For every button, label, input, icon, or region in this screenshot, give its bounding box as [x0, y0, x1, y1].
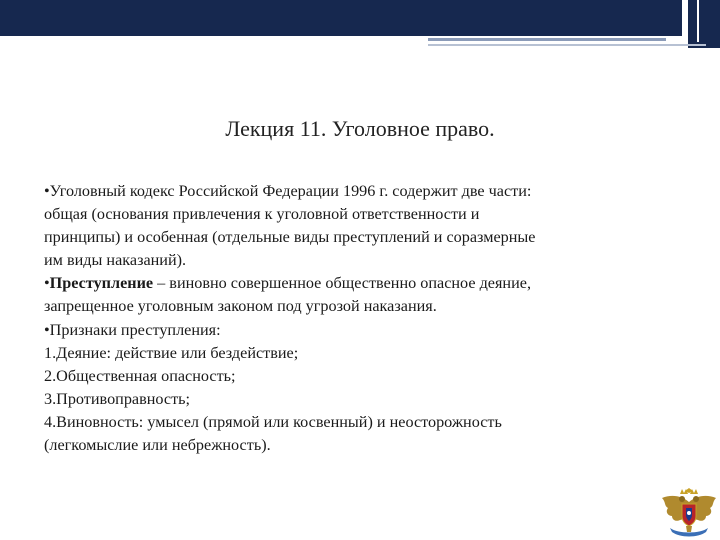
header-accent-line	[428, 38, 666, 41]
sign-item-3: 3.Противоправность;	[44, 389, 191, 408]
corner-decoration	[688, 0, 720, 48]
sign-item-4: 4.Виновность: умысел (прямой или косвенный) и неосторожность	[44, 412, 502, 431]
body-line-2: общая (основания привлечения к уголовной ответственности и	[44, 205, 480, 224]
body-line-1: •Уголовный кодекс Российской Федерации 1996 г. содержит две части:	[44, 182, 532, 200]
crime-definition-text: – виновно совершенное общественно опасное деяние,	[153, 274, 531, 293]
signs-heading: •Признаки преступления:	[44, 320, 221, 339]
double-headed-eagle-emblem-icon	[660, 488, 718, 538]
crime-bullet: •	[44, 274, 50, 293]
body-line-3: принципы) и особенная (отдельные виды преступлений и соразмерные	[44, 228, 536, 247]
slide-title: Лекция 11. Уголовное право.	[225, 116, 495, 141]
crime-definition-line-2: запрещенное уголовным законом под угрозой наказания.	[44, 297, 437, 316]
crime-definition-line	[44, 272, 674, 295]
corner-divider-line	[697, 0, 699, 42]
header-bar	[0, 0, 682, 36]
sign-item-4-cont: (легкомыслие или небрежность).	[44, 436, 271, 455]
body-line-4: им виды наказаний).	[44, 251, 187, 270]
slide-body	[44, 180, 674, 457]
sign-item-1: 1.Деяние: действие или бездействие;	[44, 343, 299, 362]
sign-item-2: 2.Общественная опасность;	[44, 366, 236, 385]
crime-term: Преступление	[49, 274, 154, 293]
header-accent-line-secondary	[428, 44, 706, 46]
